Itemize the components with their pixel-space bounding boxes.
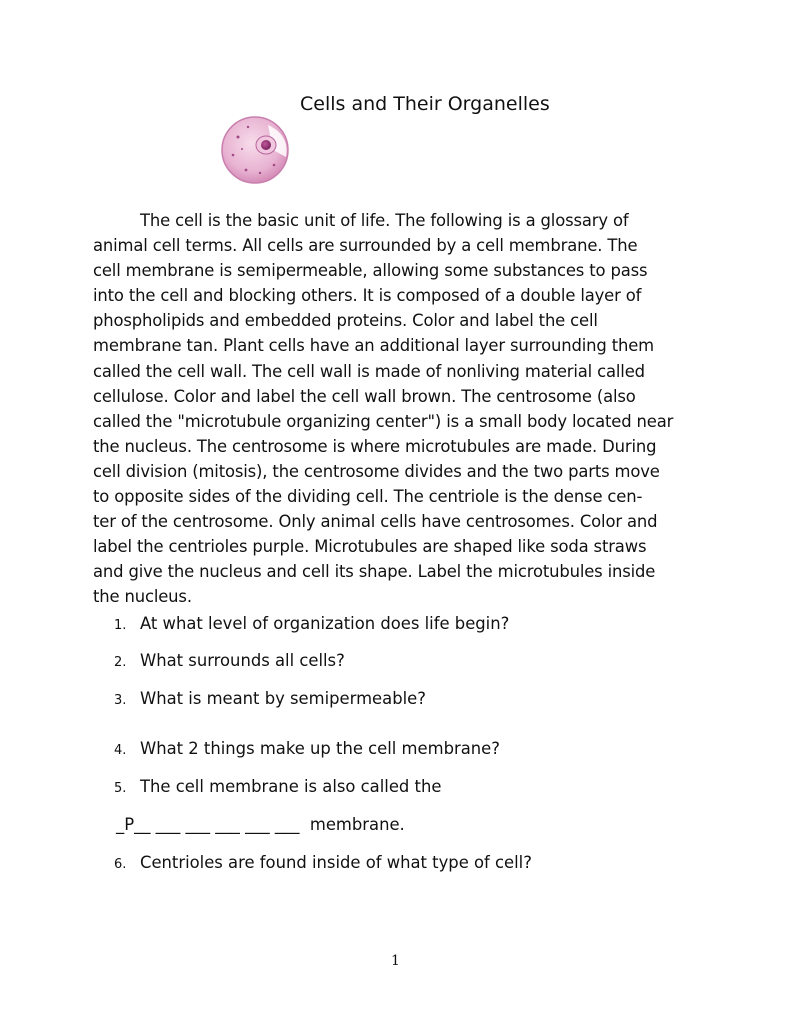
question-6 [114, 853, 532, 872]
paragraph-line: ter of the centrosome. Only animal cells have centrosomes. Color and [93, 512, 658, 532]
question-text: At what level of organization does life begin? [140, 614, 510, 633]
paragraph-line: phospholipids and embedded proteins. Color and label the cell [93, 311, 598, 331]
question-text: What 2 things make up the cell membrane? [140, 739, 500, 758]
paragraph-line: to opposite sides of the dividing cell. The centriole is the dense cen- [93, 487, 643, 507]
question-3 [114, 689, 426, 708]
paragraph-line: into the cell and blocking others. It is composed of a double layer of [93, 286, 642, 306]
paragraph-line: cellulose. Color and label the cell wall brown. The centrosome (also [93, 386, 636, 406]
question-2 [114, 651, 345, 670]
paragraph-line: membrane tan. Plant cells have an additional layer surrounding them [93, 336, 654, 356]
question-text: The cell membrane is also called the [140, 777, 442, 796]
question-text: Centrioles are found inside of what type of cell? [140, 853, 532, 872]
blank-letters: _P__ ___ ___ ___ ___ ___ [116, 815, 300, 834]
paragraph-line: and give the nucleus and cell its shape. Label the microtubules inside [93, 562, 656, 582]
question-5 [114, 777, 441, 796]
question-text: What is meant by semipermeable? [140, 689, 426, 708]
paragraph-line: animal cell terms. All cells are surrounded by a cell membrane. The [93, 236, 638, 256]
question-number: 4. [114, 743, 127, 758]
glossary-paragraph [93, 208, 698, 610]
question-1 [114, 614, 509, 633]
question-number: 1. [114, 618, 127, 633]
paragraph-line: called the cell wall. The cell wall is made of nonliving material called [93, 361, 645, 381]
question-number: 3. [114, 693, 127, 708]
paragraph-line: label the centrioles purple. Microtubules are shaped like soda straws [93, 537, 647, 557]
page-number: 1 [391, 953, 400, 969]
paragraph-line: The cell is the basic unit of life. The following is a glossary of [140, 211, 629, 230]
page-title: Cells and Their Organelles [300, 93, 550, 115]
blank-suffix: membrane. [309, 815, 405, 834]
question-text: What surrounds all cells? [140, 651, 345, 670]
paragraph-line: cell division (mitosis), the centrosome divides and the two parts move [93, 461, 660, 481]
paragraph-line: called the "microtubule organizing center") is a small body located near [93, 411, 674, 431]
question-number: 5. [114, 781, 127, 796]
question-number: 2. [114, 655, 127, 670]
animal-cell-icon [218, 115, 298, 185]
paragraph-line: cell membrane is semipermeable, allowing some substances to pass [93, 261, 648, 281]
question-number: 6. [114, 857, 127, 872]
fill-in-blank [116, 815, 405, 834]
paragraph-line: the nucleus. [93, 587, 192, 607]
question-4 [114, 739, 500, 758]
paragraph-line: the nucleus. The centrosome is where microtubules are made. During [93, 436, 657, 456]
